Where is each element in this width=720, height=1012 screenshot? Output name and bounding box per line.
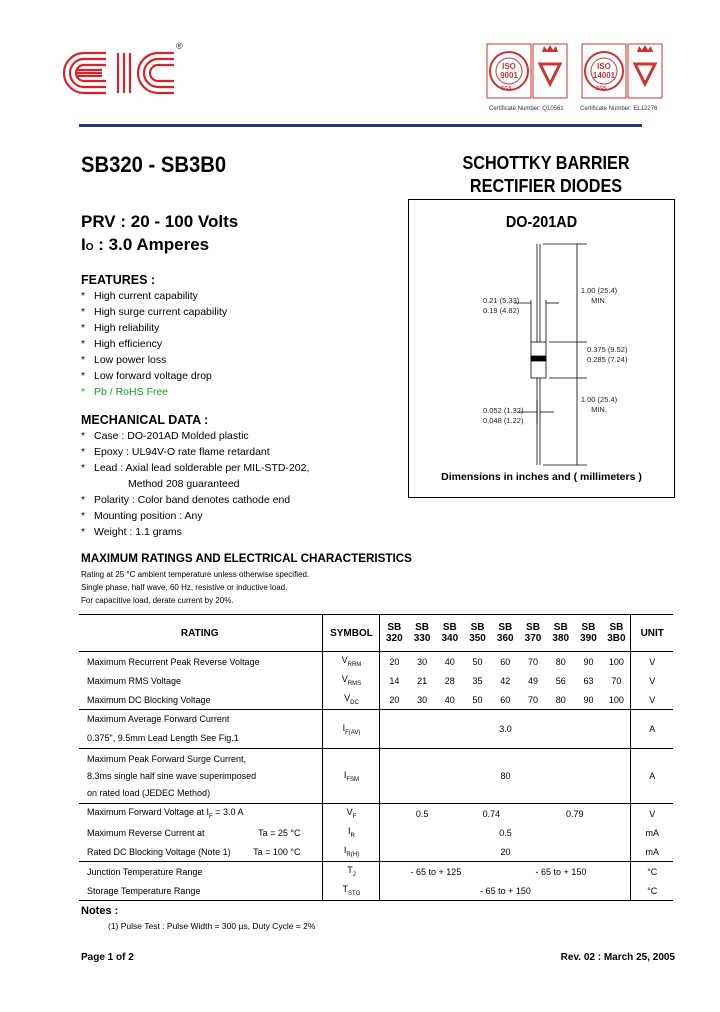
io-spec <box>81 235 209 255</box>
table-row: Maximum Average Forward Current 0.375", 9.5mm Lead Length See Fig.1 $I_{F(AV)}$ 3.0 A <box>79 710 673 749</box>
list-item: * Epoxy : UL94V-O rate flame retardant <box>81 446 270 458</box>
col-part: SB 330 <box>408 615 436 652</box>
col-part: SB 390 <box>575 615 603 652</box>
prv-spec <box>81 212 238 232</box>
table-row: Rated DC Blocking Voltage (Note 1) Ta = 100 °C $I_{R(H)}$ 20 mA <box>79 842 673 862</box>
table-row: Maximum DC Blocking Voltage $V_{DC}$ 20 30 40 50 60 70 80 90 100 V <box>79 690 673 710</box>
col-symbol: SYMBOL <box>323 615 380 652</box>
list-item: * Low forward voltage drop <box>81 370 212 382</box>
list-item: * High current capability <box>81 290 198 302</box>
header-divider <box>79 124 642 127</box>
col-part: SB 370 <box>519 615 547 652</box>
table-row: Junction Temperature Range $T_J$ - 65 to + 125 - 65 to + 150 °C <box>79 862 673 882</box>
notes-heading: Notes : <box>81 905 119 917</box>
list-item: * Case : DO-201AD Molded plastic <box>81 430 249 442</box>
revision: Rev. 02 : March 25, 2005 <box>560 952 675 963</box>
prv-value: 20 - 100 Volts <box>130 212 239 231</box>
dim-min-top: MIN. <box>591 296 607 305</box>
col-part: SB 360 <box>491 615 519 652</box>
ratings-note-2: Single phase, half wave, 60 Hz, resistive or inductive load. <box>81 583 288 592</box>
note-1: (1) Pulse Test : Pulse Width = 300 μs, Duty Cycle = 2% <box>108 921 316 931</box>
col-unit: UNIT <box>631 615 673 652</box>
table-row: Maximum Peak Forward Surge Current, 8.3ms single half sine wave superimposed on rated load (JEDEC Method) $I_{FSM}$ 80 A <box>79 749 673 804</box>
ratings-note-1: Rating at 25 °C ambient temperature unless otherwise specified. <box>81 570 310 579</box>
cert2-number: 14001 <box>592 71 616 80</box>
iso9001-certificate <box>485 40 575 110</box>
dim-body-width-min: 0.19 (4.82) <box>483 306 520 315</box>
product-type-line1: SCHOTTKY BARRIER <box>462 153 630 173</box>
io-label: I <box>81 235 86 254</box>
mechanical-list <box>81 428 309 540</box>
package-name: DO-201AD <box>505 214 578 231</box>
list-item: * Mounting position : Any <box>81 510 203 522</box>
cert2-standard: ISO <box>597 62 611 71</box>
iso14001-certificate <box>580 40 670 110</box>
cert2-seal: SGS <box>596 86 607 92</box>
dim-lead-dia-max: 0.052 (1.32) <box>483 406 524 415</box>
list-item: * High efficiency <box>81 338 163 350</box>
ratings-table <box>79 614 673 901</box>
dim-body-length-max: 0.375 (9.52) <box>587 345 628 354</box>
registered-mark: ® <box>176 41 183 51</box>
cert1-seal: SGS <box>501 86 512 92</box>
package-drawing <box>408 199 675 498</box>
list-item: * High reliability <box>81 322 160 334</box>
col-part: SB 320 <box>380 615 408 652</box>
dim-body-length-min: 0.285 (7.24) <box>587 355 628 364</box>
prv-label: PRV : <box>81 212 127 231</box>
table-row: Maximum Recurrent Peak Reverse Voltage $V_{RRM}$ 20 30 40 50 60 70 80 90 100 V <box>79 652 673 672</box>
list-item: * High surge current capability <box>81 306 228 318</box>
cert1-caption: Certificate Number: Q10561 <box>489 106 564 112</box>
dim-lead-bottom: 1.00 (25.4) <box>580 395 618 404</box>
cert1-number: 9001 <box>500 71 518 80</box>
table-header-row <box>79 615 673 652</box>
ratings-note-3: For capacitive load, derate current by 20%. <box>81 596 234 605</box>
list-item: * Pb / RoHS Free <box>81 386 169 398</box>
col-part: SB 340 <box>436 615 464 652</box>
col-part: SB 380 <box>547 615 575 652</box>
table-row: Maximum Reverse Current at Ta = 25 °C $I_R$ 0.5 mA <box>79 823 673 842</box>
cert2-caption: Certificate Number: EL12276 <box>580 106 658 112</box>
page-number: Page 1 of 2 <box>81 952 134 963</box>
dim-lead-top: 1.00 (25.4) <box>580 286 618 295</box>
list-item: * Lead : Axial lead solderable per MIL-STD-202, <box>81 462 310 474</box>
ratings-heading: MAXIMUM RATINGS AND ELECTRICAL CHARACTERISTICS <box>81 551 412 565</box>
list-item: * Low power loss <box>81 354 167 366</box>
io-colon: : <box>93 235 104 254</box>
cert1-standard: ISO <box>502 62 516 71</box>
features-heading: FEATURES : <box>81 273 156 287</box>
table-row: Maximum RMS Voltage $V_{RMS}$ 14 21 28 35 42 49 56 63 70 V <box>79 671 673 690</box>
list-item: Method 208 guaranteed <box>128 478 240 490</box>
list-item: * Weight : 1.1 grams <box>81 526 182 538</box>
list-item: * Polarity : Color band denotes cathode end <box>81 494 291 506</box>
col-part: SB 3B0 <box>602 615 631 652</box>
mechanical-heading: MECHANICAL DATA : <box>81 413 209 427</box>
col-rating: RATING <box>79 615 323 652</box>
io-sub: O <box>85 242 94 253</box>
dim-min-bottom: MIN. <box>591 405 607 414</box>
col-part: SB 350 <box>464 615 492 652</box>
dim-lead-dia-min: 0.048 (1.22) <box>483 416 524 425</box>
dim-body-width-max: 0.21 (5.33) <box>483 296 520 305</box>
product-type-line2: RECTIFIER DIODES <box>469 176 623 196</box>
table-row: Storage Temperature Range $T_{STG}$ - 65 to + 150 °C <box>79 881 673 901</box>
page-title: SB320 - SB3B0 <box>81 152 227 177</box>
eic-logo <box>62 41 192 101</box>
features-list <box>81 288 227 400</box>
io-value: 3.0 Amperes <box>108 235 210 254</box>
table-row: Maximum Forward Voltage at $I_F = 3.0$ A $V_F$ 0.5 0.74 0.79 V <box>79 804 673 824</box>
dimensions-caption: Dimensions in inches and ( millimeters ) <box>441 471 642 483</box>
